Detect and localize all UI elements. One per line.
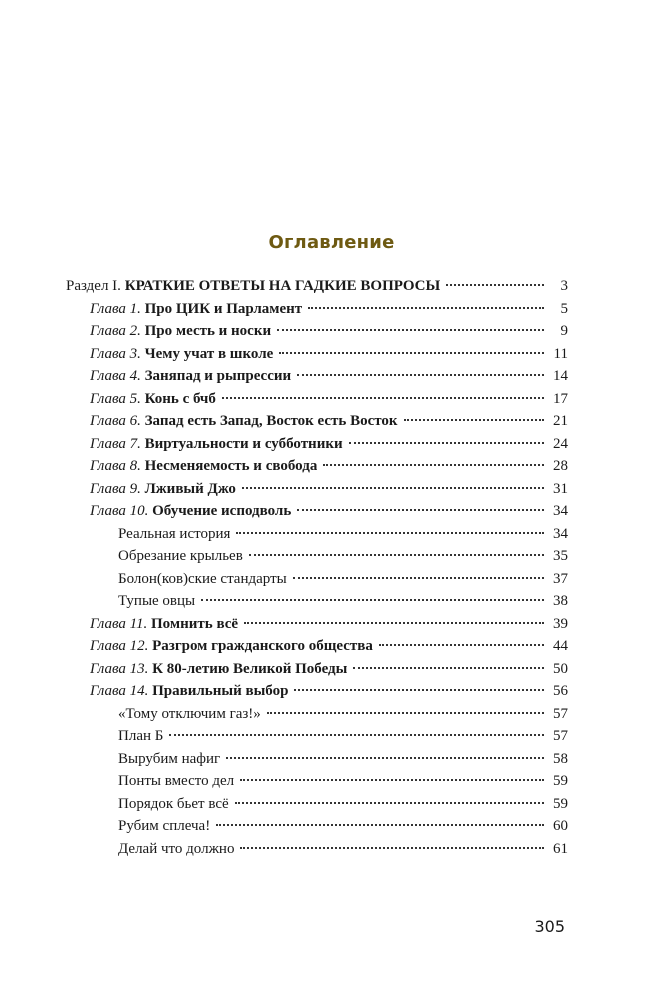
dot-leader (293, 577, 544, 579)
toc-entry-label (90, 410, 398, 433)
dot-leader (277, 329, 544, 331)
toc-entry-label (118, 725, 163, 748)
toc-entry-prefix: Глава 7. (90, 435, 141, 452)
toc-entry-page: 60 (553, 818, 568, 834)
dot-leader (216, 824, 544, 826)
toc-entry-page: 38 (553, 593, 568, 609)
toc-entry-page: 5 (560, 300, 568, 317)
dot-leader (240, 779, 544, 781)
dot-leader (294, 689, 544, 691)
toc-entry-prefix: Глава 1. (90, 300, 141, 317)
toc-entry-label (118, 523, 230, 546)
toc-entry-title: Конь с бчб (144, 390, 216, 407)
toc-subentry[interactable] (66, 770, 568, 793)
toc-entry-page: 34 (553, 525, 568, 542)
toc-entry-page: 35 (553, 548, 568, 564)
toc-entry-title: Разгром гражданского общества (152, 638, 373, 654)
toc-entry-title: Заняпад и рыпрессии (144, 368, 292, 384)
toc-subentry[interactable] (66, 568, 568, 591)
toc-entry-label (90, 365, 291, 388)
toc-entry-page: 21 (553, 413, 568, 429)
toc-entry-page: 9 (560, 323, 568, 339)
toc-entry-page: 28 (553, 458, 568, 474)
dot-leader (249, 554, 544, 556)
toc-entry-title: Тупые овцы (118, 593, 196, 609)
toc-entry-label (118, 770, 234, 793)
toc-subentry[interactable] (66, 545, 568, 568)
toc-entry-label (118, 590, 195, 613)
toc-chapter-entry[interactable] (66, 455, 568, 478)
toc-chapter-entry[interactable] (66, 658, 568, 681)
toc-entry-label (90, 455, 317, 478)
toc-entry-title: Понты вместо дел (118, 773, 235, 789)
toc-entry-title: К 80-летию Великой Победы (152, 660, 348, 677)
toc-entry-label (66, 275, 440, 298)
toc-entry-page: 59 (553, 795, 568, 812)
toc-entry-label (90, 680, 288, 703)
toc-entry-page: 24 (553, 435, 568, 452)
toc-chapter-entry[interactable] (66, 500, 568, 523)
dot-leader (323, 464, 544, 466)
toc-chapter-entry[interactable] (66, 433, 568, 456)
toc-entry-prefix: Глава 14. (90, 683, 149, 699)
toc-entry-prefix: Раздел I. (66, 278, 121, 294)
toc-entry-prefix: Глава 2. (90, 323, 141, 339)
dot-leader (235, 802, 544, 804)
dot-leader (297, 374, 544, 376)
toc-entry-label (118, 838, 234, 861)
toc-entry-page: 37 (553, 570, 568, 587)
toc-entry-prefix: Глава 9. (90, 480, 141, 497)
dot-leader (297, 509, 544, 511)
dot-leader (236, 532, 544, 534)
toc-entry-prefix: Глава 13. (90, 660, 149, 677)
toc-entry-page: 61 (553, 840, 568, 857)
page-number: 305 (534, 917, 565, 936)
toc-chapter-entry[interactable] (66, 298, 568, 321)
toc-entry-label (118, 815, 210, 838)
toc-subentry[interactable] (66, 793, 568, 816)
toc-entry-title: Вырубим нафиг (118, 750, 221, 767)
toc-entry-page: 31 (553, 480, 568, 497)
toc-entry-page: 57 (553, 728, 568, 744)
dot-leader (308, 307, 544, 309)
toc-entry-page: 3 (560, 278, 568, 294)
toc-subentry[interactable] (66, 703, 568, 726)
toc-chapter-entry[interactable] (66, 478, 568, 501)
toc-chapter-entry[interactable] (66, 410, 568, 433)
toc-chapter-entry[interactable] (66, 388, 568, 411)
toc-entry-page: 59 (553, 773, 568, 789)
toc-entry-title: Обучение исподволь (152, 503, 292, 519)
toc-entry-title: Несменяемость и свобода (144, 458, 318, 474)
toc-entry-label (90, 388, 216, 411)
dot-leader (446, 284, 544, 286)
toc-entry-title: Правильный выбор (152, 683, 289, 699)
toc-entry-label (90, 658, 347, 681)
toc-entry-page: 44 (553, 638, 568, 654)
toc-entry-title: Про месть и носки (144, 323, 272, 339)
toc-subentry[interactable] (66, 523, 568, 546)
toc-entry-title: Виртуальности и субботники (144, 435, 343, 452)
toc-entry-title: Реальная история (118, 525, 231, 542)
toc-entry-page: 34 (553, 503, 568, 519)
toc-entry-title: Рубим сплеча! (118, 818, 211, 834)
toc-chapter-entry[interactable] (66, 365, 568, 388)
dot-leader (226, 757, 544, 759)
toc-entry-title: Про ЦИК и Парламент (144, 300, 303, 317)
toc-entry-prefix: Глава 3. (90, 345, 141, 362)
dot-leader (244, 622, 544, 624)
toc-entry-label (118, 703, 261, 726)
toc-entry-title: «Тому отключим газ!» (118, 705, 261, 722)
toc-entry-prefix: Глава 6. (90, 413, 141, 429)
toc-entry-page: 56 (553, 683, 568, 699)
toc-entry-prefix: Глава 11. (90, 615, 148, 632)
toc-entry-title: Обрезание крыльев (118, 548, 243, 564)
dot-leader (353, 667, 544, 669)
dot-leader (242, 487, 544, 489)
toc-entry-label (90, 343, 273, 366)
toc-subentry[interactable] (66, 590, 568, 613)
toc-entry-label (118, 545, 243, 568)
toc-entry-label (90, 478, 236, 501)
toc-entry-label (118, 568, 287, 591)
toc-entry-page: 58 (553, 750, 568, 767)
toc-subentry[interactable] (66, 815, 568, 838)
toc-subentry[interactable] (66, 838, 568, 861)
toc-entry-prefix: Глава 5. (90, 390, 141, 407)
dot-leader (279, 352, 544, 354)
dot-leader (169, 734, 544, 736)
dot-leader (349, 442, 544, 444)
dot-leader (267, 712, 544, 714)
toc-entry-label (90, 298, 302, 321)
toc-entry-prefix: Глава 8. (90, 458, 141, 474)
toc-entry-prefix: Глава 4. (90, 368, 141, 384)
table-of-contents (66, 275, 568, 860)
toc-entry-label (90, 320, 271, 343)
toc-entry-title: План Б (118, 728, 164, 744)
toc-entry-page: 14 (553, 368, 568, 384)
toc-part-entry[interactable] (66, 275, 568, 298)
toc-chapter-entry[interactable] (66, 680, 568, 703)
toc-entry-title: Делай что должно (118, 840, 235, 857)
dot-leader (240, 847, 544, 849)
toc-chapter-entry[interactable] (66, 320, 568, 343)
toc-entry-prefix: Глава 12. (90, 638, 149, 654)
toc-entry-label (118, 748, 220, 771)
toc-subentry[interactable] (66, 725, 568, 748)
dot-leader (201, 599, 544, 601)
toc-chapter-entry[interactable] (66, 343, 568, 366)
toc-chapter-entry[interactable] (66, 613, 568, 636)
toc-entry-title: Чему учат в школе (144, 345, 274, 362)
dot-leader (222, 397, 544, 399)
toc-entry-title: Болон(ков)ские стандарты (118, 570, 287, 587)
toc-entry-prefix: Глава 10. (90, 503, 149, 519)
toc-entry-label (90, 433, 343, 456)
page-title: Оглавление (268, 232, 395, 253)
toc-entry-page: 17 (553, 390, 568, 407)
toc-chapter-entry[interactable] (66, 635, 568, 658)
toc-entry-title: Лживый Джо (144, 480, 236, 497)
dot-leader (404, 419, 544, 421)
toc-entry-page: 39 (553, 615, 568, 632)
toc-entry-title: КРАТКИЕ ОТВЕТЫ НА ГАДКИЕ ВОПРОСЫ (124, 278, 441, 294)
toc-entry-label (90, 613, 238, 636)
toc-entry-page: 50 (553, 660, 568, 677)
toc-entry-page: 57 (553, 705, 568, 722)
toc-entry-label (90, 635, 373, 658)
toc-entry-label (90, 500, 291, 523)
toc-entry-title: Помнить всё (151, 615, 239, 632)
toc-entry-title: Порядок бьет всё (118, 795, 229, 812)
toc-entry-title: Запад есть Запад, Восток есть Восток (144, 413, 398, 429)
toc-subentry[interactable] (66, 748, 568, 771)
toc-entry-label (118, 793, 229, 816)
toc-entry-page: 11 (553, 345, 568, 362)
dot-leader (379, 644, 544, 646)
